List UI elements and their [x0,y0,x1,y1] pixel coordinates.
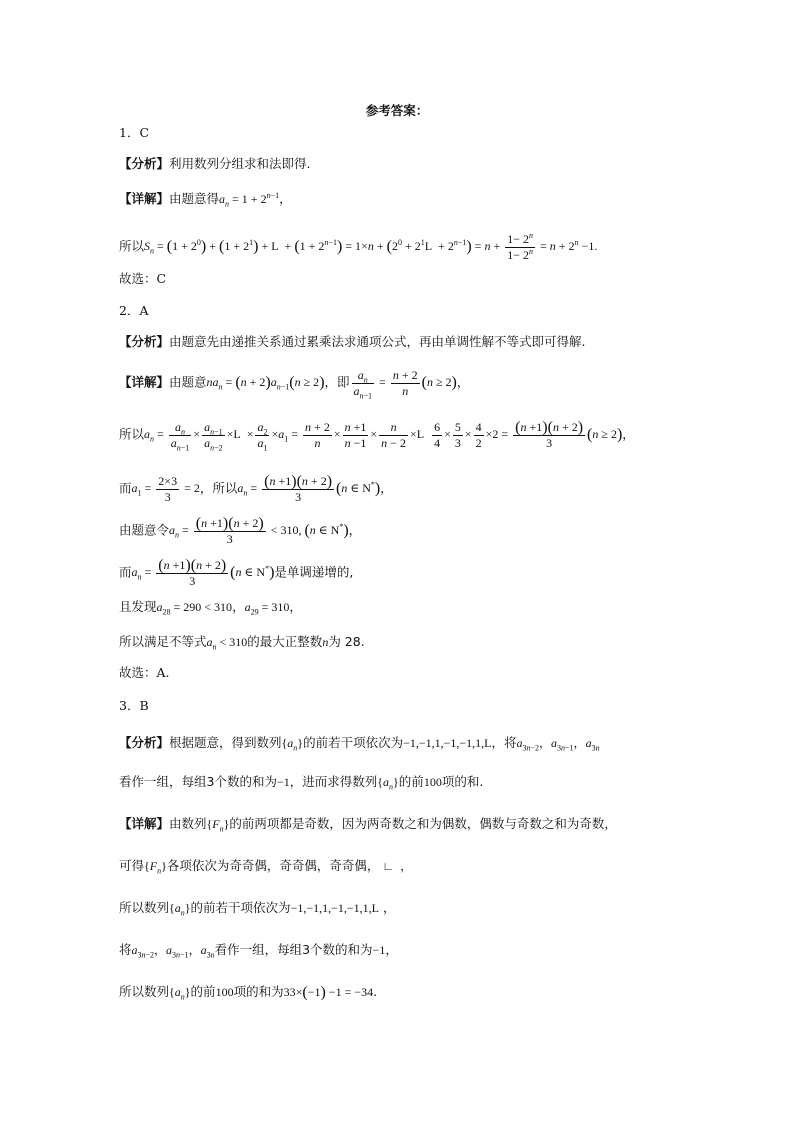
q3-formula-2c: 100 [423,775,442,789]
q2-detail-line-4: 由题意令$a_n$ = $\frac{(n +1)(n + 2)}{3}$ < 310, (n ∈ N*)， [119,515,362,546]
q3-analysis-1c: ，将 [491,735,517,750]
q2-detail-5: 而 [119,564,132,580]
q1-detail-2: 所以 [119,238,145,254]
q3-formula-4: $\{F_n\}$ [144,859,167,876]
q1-detail-line-2 [119,232,597,263]
q2-detail-line-6: 且发现$a_{28} = 290 < 310$，$a_{29} = 310$， [119,599,302,617]
q1-analysis-line [119,155,311,173]
q2-formula-6: $a_{28} = 290 < 310$ [156,600,233,617]
q1-formula-1: $a_n = 1 + 2^{n-1}$ [219,191,280,209]
q2-detail-3b: ，所以 [199,480,238,496]
q2-detail-5b: 是单调递增的, [274,564,354,580]
q3-analysis-2c: 的前 [398,774,424,789]
q3-formula-6: $a_{3n-2}$，$a_{3n-1}$，$a_{3n}$ [131,943,215,960]
q2-formula-6b: $a_{29} = 310$ [244,600,290,617]
q3-detail-5b: 的前 [190,984,216,999]
q1-analysis: 利用数列分组求和法即得. [169,156,311,171]
q3-analysis-1: 根据题意，得到数列 [169,735,282,750]
q3-detail-tag: 【详解】 [119,816,170,831]
q3-analysis-line-2 [119,773,483,791]
q3-detail-line-1 [119,815,617,833]
page-title: 参考答案： [365,103,429,118]
q3-detail-2b: 各项依次为奇奇偶，奇奇偶，奇奇偶， [166,858,380,873]
q3-formula-1: $\{a_n\}$ [281,736,304,753]
q2-formula-3: $a_1$ = $\frac{2\times 3}{3}$ = 2 [131,474,200,504]
q3-analysis-tag: 【分析】 [119,735,170,750]
q2-formula-4: $a_n$ = $\frac{(n +1)(n + 2)}{3}$ < 310, (n ∈ N*) [169,515,349,546]
q1-formula-2: $S_n = (1 + 2^0) + (1 + 2^1) + L + (1 + 2^{n-1}) = 1\times n + (2^0 + 2^1L + 2^{n-1}) = n$ + $\frac{1- 2^n}{1- 2^n}$ = $n + 2^n -1$. [144,231,598,262]
q2-formula-1: $na_n = (n + 2)a_{n-1}(n \ge 2)$ [206,374,325,392]
q1-analysis-tag: 【分析】 [119,156,170,171]
q3-detail-line-5: 所以数列$\{a_n\}$的前100项的和为33×(−1) −1 = −34. [119,984,378,1002]
q3-formula-2: −1 [276,775,290,789]
q3-formula-3: $\{F_n\}$ [206,817,230,834]
q2-detail-1b: ，即 [324,374,350,390]
q2-detail-7: 所以满足不等式 [119,634,207,649]
q3-detail-5c: 项的和为 [233,984,284,999]
q3-detail-line-3: 所以数列$\{a_n\}$的前若干项依次为−1,−1,1,−1,−1,1,L ， [119,900,396,918]
q3-formula-2b: $\{a_n\}$ [377,775,399,792]
q1-detail-tag: 【详解】 [119,191,170,206]
q3-formula-7: $\{a_n\}$ [169,985,191,1002]
q3-analysis-2d: 项的和. [441,774,484,789]
q2-formula-3b: $a_n$ = $\frac{(n +1)(n + 2)}{3}$ (n ∈ N*) [237,473,381,504]
q3-analysis-2b: ，进而求得数列 [289,774,378,789]
q2-analysis-line [119,333,586,351]
q2-formula-7b: n [322,635,329,649]
q2-detail-line-1: 【详解】由题意$na_n = (n + 2)a_{n-1}(n \ge 2)$，即 $\frac{a_n}{a_{n-1}}$ = $\frac{n + 2}{n}$ (n ≥ 2)， [119,368,470,401]
q2-detail-line-2: 所以$a_n$ = $\frac{a_n}{a_{n-1}}$ × $\frac{a_{n-1}}{a_{n-2}}$ ×L × $\frac{a_2}{a_1}$ $\times a_1$ = $\frac{n + 2}{n}$ × $\frac{n +1}{n -1}$ × $\frac{n}{n - 2}$ ×L $\frac{6}{4}$ × $\frac{5}{3}$ × $\frac{4}{2}$ ×2 = $\frac{(n +1)(n + 2)}{3}$ (n ≥ 2)， [119,419,635,453]
q2-formula-5: $a_n$ = $\frac{(n +1)(n + 2)}{3}$ (n ∈ N*) [131,557,275,588]
q3-formula-5: $\{a_n\}$ [169,901,191,918]
q3-formula-7b: 100 [215,985,234,999]
q3-formula-1c: $a_{3n-2}$，$a_{3n-1}$，$a_{3n}$ [516,736,600,753]
q2-detail-7c: 为 28. [328,634,365,649]
q2-detail-tag: 【详解】 [119,374,170,390]
q3-formula-1b: −1,−1,1,−1,−1,1,L [403,736,492,750]
q2-detail-line-7 [119,633,365,651]
q3-detail-4b: 看作一组，每组3个数的和为 [214,942,373,957]
q3-answer: 3．B [119,698,149,713]
q1-conclusion: 故选：C [119,271,167,286]
q2-analysis: 由题意先由递推关系通过累乘法求通项公式，再由单调性解不等式即可得解. [169,334,586,349]
q2-detail-7b: 的最大正整数 [247,634,323,649]
q3-formula-7c: 33×(−1) −1 = −34 [283,984,374,1001]
q3-detail-3: 所以数列 [119,900,170,915]
q3-detail-line-2 [119,857,412,875]
q1-detail-line-1: 【详解】由题意得$a_n = 1 + 2^{n-1}$， [119,191,292,209]
q2-detail-line-3: 而$a_1$ = $\frac{2\times 3}{3}$ = 2，所以$a_n$ = $\frac{(n +1)(n + 2)}{3}$ (n ∈ N*)， [119,473,393,504]
q3-detail-1: 由数列 [169,816,207,831]
q3-formula-6b: −1 [372,943,386,957]
q3-detail-2: 可得 [119,858,145,873]
q2-formula-1b: $\frac{a_n}{a_{n-1}}$ = $\frac{n + 2}{n}$ (n ≥ 2) [353,368,457,401]
q1-detail-1: 由题意得 [169,191,220,206]
q3-analysis-line-1 [119,734,600,752]
q3-detail-3b: 的前若干项依次为 [190,900,291,915]
q2-detail-6: 且发现 [119,599,157,614]
q3-detail-4: 将 [119,942,132,957]
q3-detail-5: 所以数列 [119,984,170,999]
q2-detail-2: 所以 [119,426,145,442]
q3-formula-4b: ∟ ， [379,859,413,873]
q2-detail-line-5 [119,558,353,589]
q3-formula-5b: −1,−1,1,−1,−1,1,L [290,901,379,915]
q2-formula-2: $a_n$ = $\frac{a_n}{a_{n-1}}$ × $\frac{a_{n-1}}{a_{n-2}}$ ×L × $\frac{a_2}{a_1}$ $\times a_1$ = $\frac{n + 2}{n}$ × $\frac{n +1}{n -1}$ × $\frac{n}{n - 2}$ ×L $\frac{6}{4}$ × $\frac{5}{3}$ × $\frac{4}{2}$ ×2 = $\frac{(n +1)(n + 2)}{3}$ (n ≥ 2) [144,419,623,453]
q3-analysis-1b: 的前若干项依次为 [303,735,404,750]
q3-detail-1b: 的前两项都是奇数，因为两奇数之和为偶数，偶数与奇数之和为奇数， [229,816,617,831]
q2-detail-4: 由题意令 [119,522,170,538]
q3-detail-line-4: 将$a_{3n-2}$，$a_{3n-1}$，$a_{3n}$看作一组，每组3个数的和为−1， [119,942,398,960]
q2-detail-3: 而 [119,480,132,496]
q2-detail-1: 由题意 [169,374,207,390]
q2-answer: 2．A [119,303,149,318]
q2-conclusion: 故选：A. [119,665,170,680]
q2-analysis-tag: 【分析】 [119,334,170,349]
q1-answer: 1．C [119,125,150,140]
q2-formula-7: $a_n < 310$ [206,635,248,652]
q3-analysis-2: 看作一组，每组3个数的和为 [119,774,277,789]
